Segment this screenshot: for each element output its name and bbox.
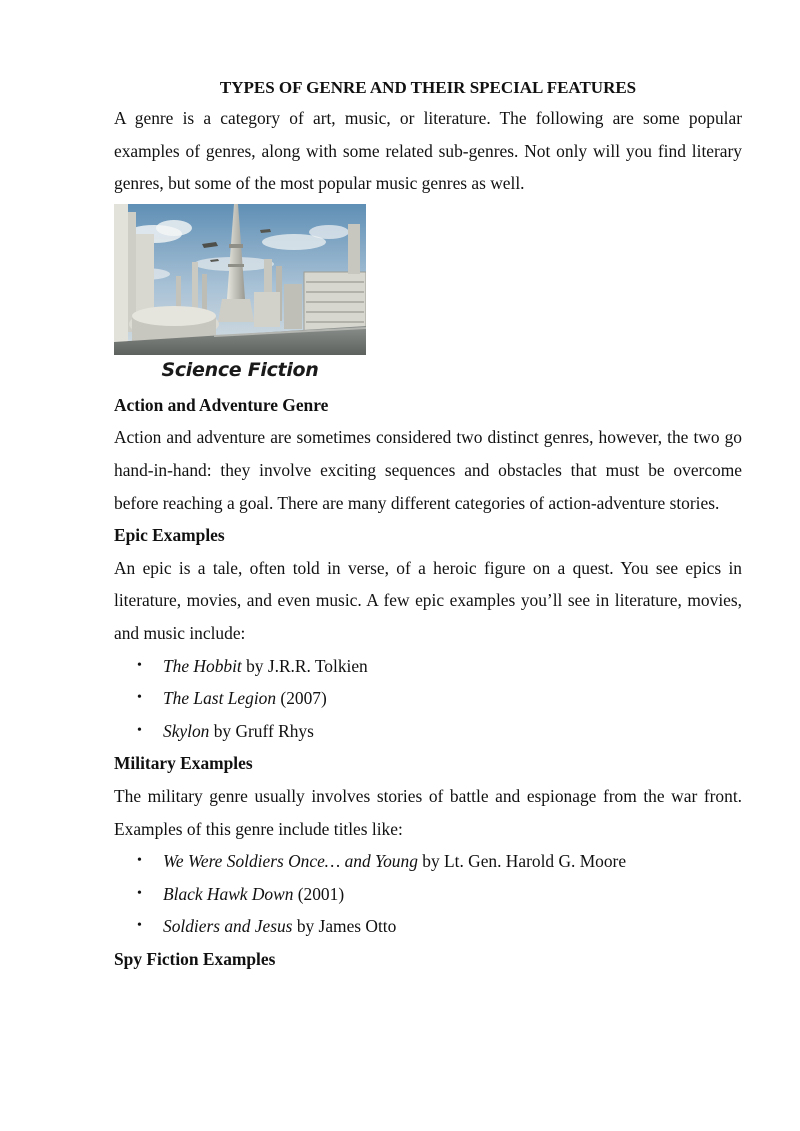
work-detail: (2007) [276, 688, 327, 709]
epic-paragraph: An epic is a tale, often told in verse, of a heroic figure on a quest. You see epics in literature, movies, and even music. A few epic examples you’ll see in literature, movies, and music include: [114, 557, 742, 643]
list-item [114, 910, 742, 943]
intro-paragraph: A genre is a category of art, music, or literature. The following are some popular examples of genres, along with some related sub-genres. Not only will you find literary genres, but some of the most popular music genres as well. [114, 108, 742, 194]
bullet-icon: • [137, 690, 142, 706]
work-detail: (2001) [293, 883, 345, 904]
bullet-icon: • [137, 885, 142, 901]
work-title: Soldiers and Jesus [163, 916, 293, 937]
work-title: The Hobbit [163, 655, 242, 676]
section-heading-spy-fiction: Spy Fiction Examples [114, 948, 276, 969]
section-heading-epic: Epic Examples [114, 525, 225, 546]
military-examples-list [114, 845, 742, 943]
list-item [114, 650, 742, 683]
work-title: The Last Legion [163, 688, 277, 709]
bullet-icon: • [137, 918, 142, 934]
bullet-icon: • [137, 657, 142, 673]
document-page [114, 74, 742, 975]
epic-examples-list [114, 650, 742, 748]
science-fiction-image [114, 204, 366, 386]
work-detail: by Gruff Rhys [209, 720, 314, 741]
military-paragraph: The military genre usually involves stories of battle and espionage from the war front. Examples of this genre include titles like: [114, 785, 742, 839]
list-item [114, 715, 742, 748]
futuristic-city-illustration [114, 204, 366, 356]
bullet-icon: • [137, 853, 142, 869]
action-adventure-paragraph: Action and adventure are sometimes considered two distinct genres, however, the two go hand-in-hand: they involve exciting sequences and obstacles that must be overcome before reaching a goal. There are many different categories of action-adventure stories. [114, 427, 742, 513]
list-item [114, 682, 742, 715]
caption-bar [114, 355, 366, 386]
document-title: TYPES OF GENRE AND THEIR SPECIAL FEATURES [219, 78, 637, 97]
section-heading-action-adventure: Action and Adventure Genre [114, 394, 329, 415]
work-detail: by Lt. Gen. Harold G. Moore [417, 851, 627, 872]
work-title: Skylon [163, 720, 210, 741]
work-detail: by J.R.R. Tolkien [241, 655, 368, 676]
list-item [114, 845, 742, 878]
bullet-icon: • [137, 722, 142, 738]
section-heading-military: Military Examples [114, 753, 253, 774]
work-title: We Were Soldiers Once… and Young [163, 851, 418, 872]
list-item [114, 878, 742, 911]
work-title: Black Hawk Down [163, 883, 294, 904]
figure-caption: Science Fiction [161, 359, 319, 382]
work-detail: by James Otto [292, 916, 397, 937]
